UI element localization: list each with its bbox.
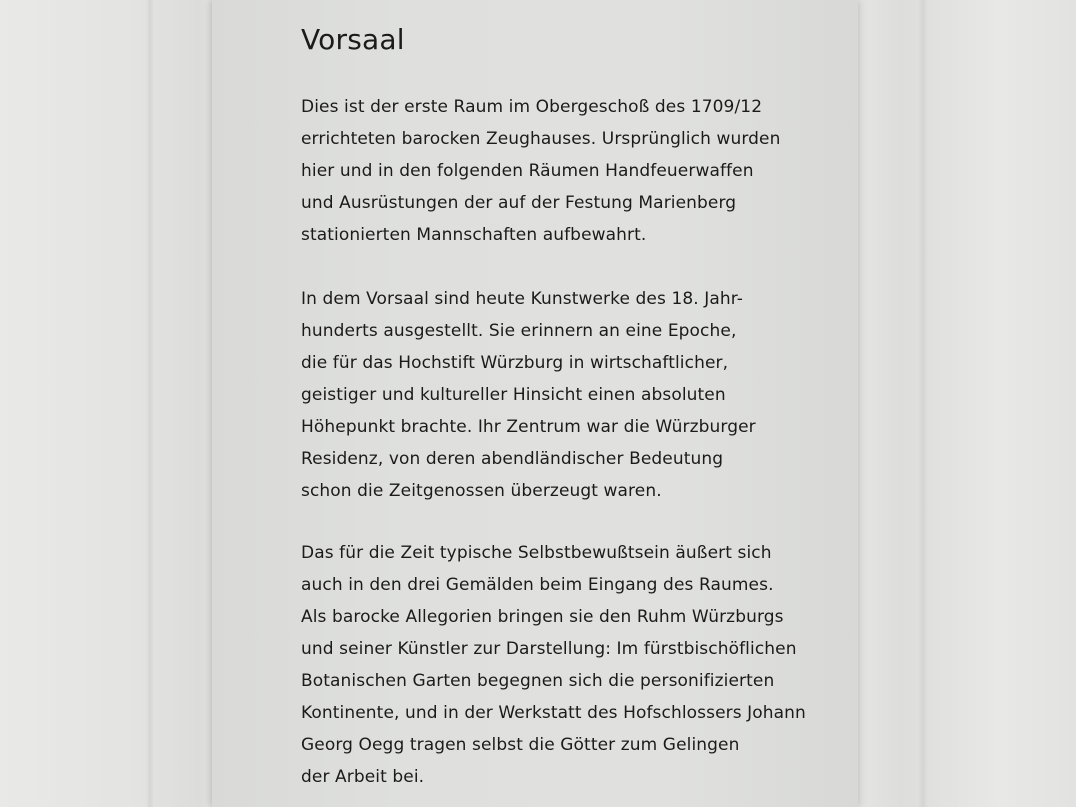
panel-title: Vorsaal: [301, 23, 405, 56]
paragraph-line: und Ausrüstungen der auf der Festung Marienberg: [301, 193, 737, 213]
paragraph-line: auch in den drei Gemälden beim Eingang des Raumes.: [301, 575, 774, 595]
paragraph-line: In dem Vorsaal sind heute Kunstwerke des 18. Jahr-: [301, 289, 744, 309]
paragraph-line: Georg Oegg tragen selbst die Götter zum Gelingen: [301, 735, 740, 755]
paragraph-line: Botanischen Garten begegnen sich die personifizierten: [301, 671, 775, 691]
paragraph-line: geistiger und kultureller Hinsicht einen absoluten: [301, 385, 726, 405]
paragraph-line: Als barocke Allegorien bringen sie den Ruhm Würzburgs: [301, 607, 784, 627]
paragraph-3: [301, 537, 821, 793]
paragraph-line: Das für die Zeit typische Selbstbewußtsein äußert sich: [301, 543, 772, 563]
paragraph-line: Kontinente, und in der Werkstatt des Hofschlossers Johann: [301, 703, 806, 723]
paragraph-line: der Arbeit bei.: [301, 767, 425, 787]
paragraph-line: und seiner Künstler zur Darstellung: Im fürstbischöflichen: [301, 639, 797, 659]
paragraph-line: Dies ist der erste Raum im Obergeschoß des 1709/12: [301, 97, 763, 117]
wall-corner-shadow-right: [918, 0, 928, 807]
paragraph-line: schon die Zeitgenossen überzeugt waren.: [301, 481, 662, 501]
paragraph-line: hunderts ausgestellt. Sie erinnern an eine Epoche,: [301, 321, 737, 341]
paragraph-line: stationierten Mannschaften aufbewahrt.: [301, 225, 647, 245]
paragraph-line: Höhepunkt brachte. Ihr Zentrum war die Würzburger: [301, 417, 756, 437]
wall-corner-shadow-left: [146, 0, 154, 807]
paragraph-line: hier und in den folgenden Räumen Handfeuerwaffen: [301, 161, 754, 181]
paragraph-line: Residenz, von deren abendländischer Bedeutung: [301, 449, 724, 469]
paragraph-line: die für das Hochstift Würzburg in wirtschaftlicher,: [301, 353, 729, 373]
paragraph-2: [301, 283, 821, 507]
paragraph-1: [301, 91, 821, 251]
paragraph-line: errichteten barocken Zeughauses. Ursprünglich wurden: [301, 129, 781, 149]
